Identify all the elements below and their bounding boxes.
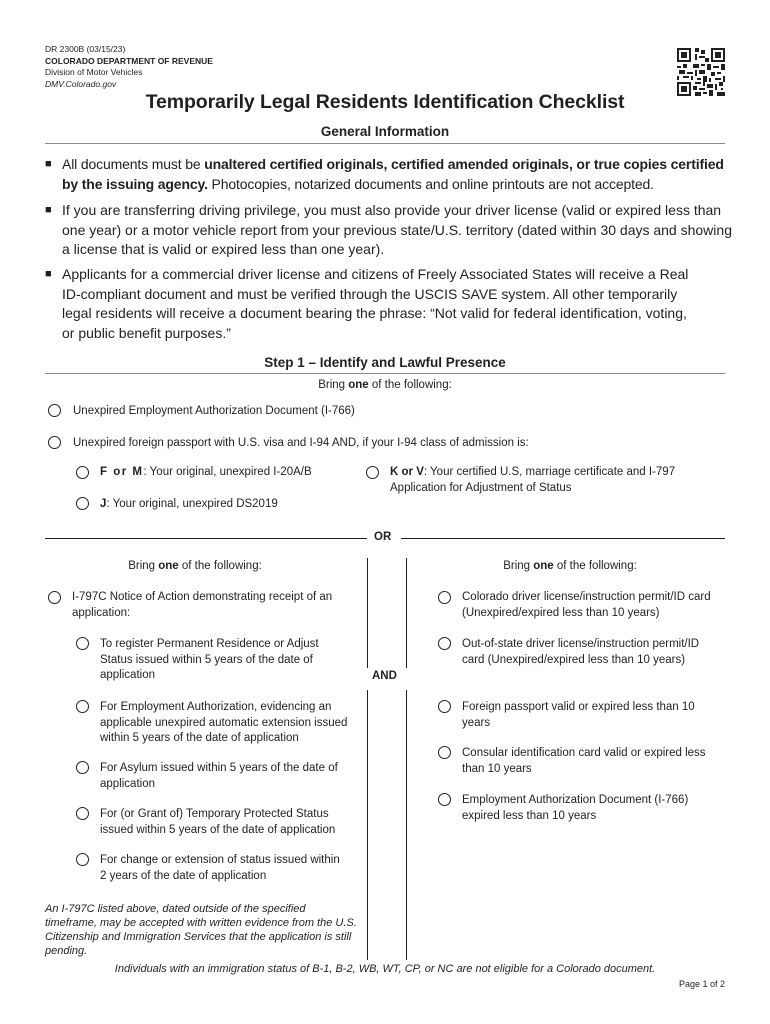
out-of-state-license-radio[interactable] [438,637,451,650]
consular-id-radio[interactable] [438,746,451,759]
ead-radio[interactable] [48,404,61,417]
co-license-radio[interactable] [438,591,451,604]
emphasis-text: unaltered certified originals, certified amended originals, or true copies certified by the issuing agency. [62,156,724,192]
i797c-note: An I-797C listed above, dated outside of the specified timeframe, may be accepted with written evidence from the U.S. Citizenship and Immigration Services that the application is still pending. [45,903,357,957]
i797c-option: I-797C Notice of Action demonstrating receipt of an application: [72,591,333,619]
division-name: Division of Motor Vehicles [45,67,143,77]
tps-option: For (or Grant of) Temporary Protected Status issued within 5 years of the date of application [100,808,336,836]
j-option: J: Your original, unexpired DS2019 [100,498,278,510]
divider [45,373,725,374]
column-divider-right [406,558,407,668]
tps-radio[interactable] [76,807,89,820]
passport-visa-option: Unexpired foreign passport with U.S. visa and I-94 AND, if your I-94 class of admission is: [73,437,529,449]
left-column-heading: Bring one of the following: [128,560,262,572]
website: DMV.Colorado.gov [45,78,117,89]
change-of-status-radio[interactable] [76,853,89,866]
form-header [45,44,213,90]
foreign-passport-radio[interactable] [438,700,451,713]
permanent-residence-option: To register Permanent Residence or Adjust Status issued within 5 years of the date of application [100,638,319,681]
permanent-residence-radio[interactable] [76,637,89,650]
bring-one-instruction: Bring one of the following: [318,379,452,391]
ead-option: Unexpired Employment Authorization Document (I-766) [73,405,355,417]
expired-ead-option: Employment Authorization Document (I-766) expired less than 10 years [462,794,689,822]
f-or-m-radio[interactable] [76,466,89,479]
right-column-heading: Bring one of the following: [503,560,637,572]
employment-authorization-option: For Employment Authorization, evidencing an applicable unexpired automatic extension issued within 5 years of the date of application [100,701,348,744]
qr-code-icon [677,48,725,96]
j-radio[interactable] [76,497,89,510]
asylum-option: For Asylum issued within 5 years of the date of application [100,762,338,790]
foreign-passport-option: Foreign passport valid or expired less than 10 years [462,701,695,729]
k-or-v-radio[interactable] [366,466,379,479]
ineligible-status-note: Individuals with an immigration status of B-1, B-2, WB, WT, CP, or NC are not eligible for a Colorado document. [114,963,656,975]
general-info-heading: General Information [320,124,450,139]
bullet-square-icon: ■ [45,268,52,280]
out-of-state-license-option: Out-of-state driver license/instruction permit/ID card (Unexpired/expired less than 10 years) [462,638,700,666]
asylum-radio[interactable] [76,761,89,774]
general-bullet-3: ■ Applicants for a commercial driver license and citizens of Freely Associated States will receive a Real ID-compliant document and must be verified through the USCIS SAVE system. All other temporarily legal residents will receive a document bearing the phrase: “Not valid for federal identification, voting, or public benefit purposes.” [45,266,689,341]
or-divider-right [401,538,725,539]
f-or-m-option: F or M: Your original, unexpired I-20A/B [100,466,312,478]
or-label: OR [374,531,392,543]
column-divider-right [406,690,407,960]
consular-id-option: Consular identification card valid or expired less than 10 years [462,747,706,775]
expired-ead-radio[interactable] [438,793,451,806]
co-license-option: Colorado driver license/instruction permit/ID card (Unexpired/expired less than 10 years) [462,591,711,619]
step1-heading: Step 1 – Identify and Lawful Presence [264,355,506,370]
general-bullet-2: ■ If you are transferring driving privilege, you must also provide your driver license (valid or expired less than one year) or a motor vehicle report from your previous state/U.S. territory (dated within 30 days and showing a license that is valid or expired less than one year). [45,202,732,257]
column-divider-left [367,558,368,668]
page-title: Temporarily Legal Residents Identification Checklist [145,91,625,113]
column-divider-left [367,690,368,960]
divider [45,143,725,144]
i797c-radio[interactable] [48,591,61,604]
passport-visa-radio[interactable] [48,436,61,449]
k-or-v-option: K or V: Your certified U.S, marriage certificate and I-797 Application for Adjustment of Status [390,466,676,494]
or-divider-left [45,538,367,539]
and-label: AND [372,670,397,682]
department-name: COLORADO DEPARTMENT OF REVENUE [45,55,213,66]
bullet-square-icon: ■ [45,158,52,170]
employment-authorization-radio[interactable] [76,700,89,713]
page-number: Page 1 of 2 [679,979,726,989]
form-number: DR 2300B (03/15/23) [45,44,126,54]
general-bullet-1: ■ All documents must be unaltered certified originals, certified amended originals, or true copies certified by the issuing agency. Photocopies, notarized documents and online printouts are not accepted. [45,156,724,192]
bullet-square-icon: ■ [45,204,52,216]
change-of-status-option: For change or extension of status issued within 2 years of the date of application [100,854,340,882]
